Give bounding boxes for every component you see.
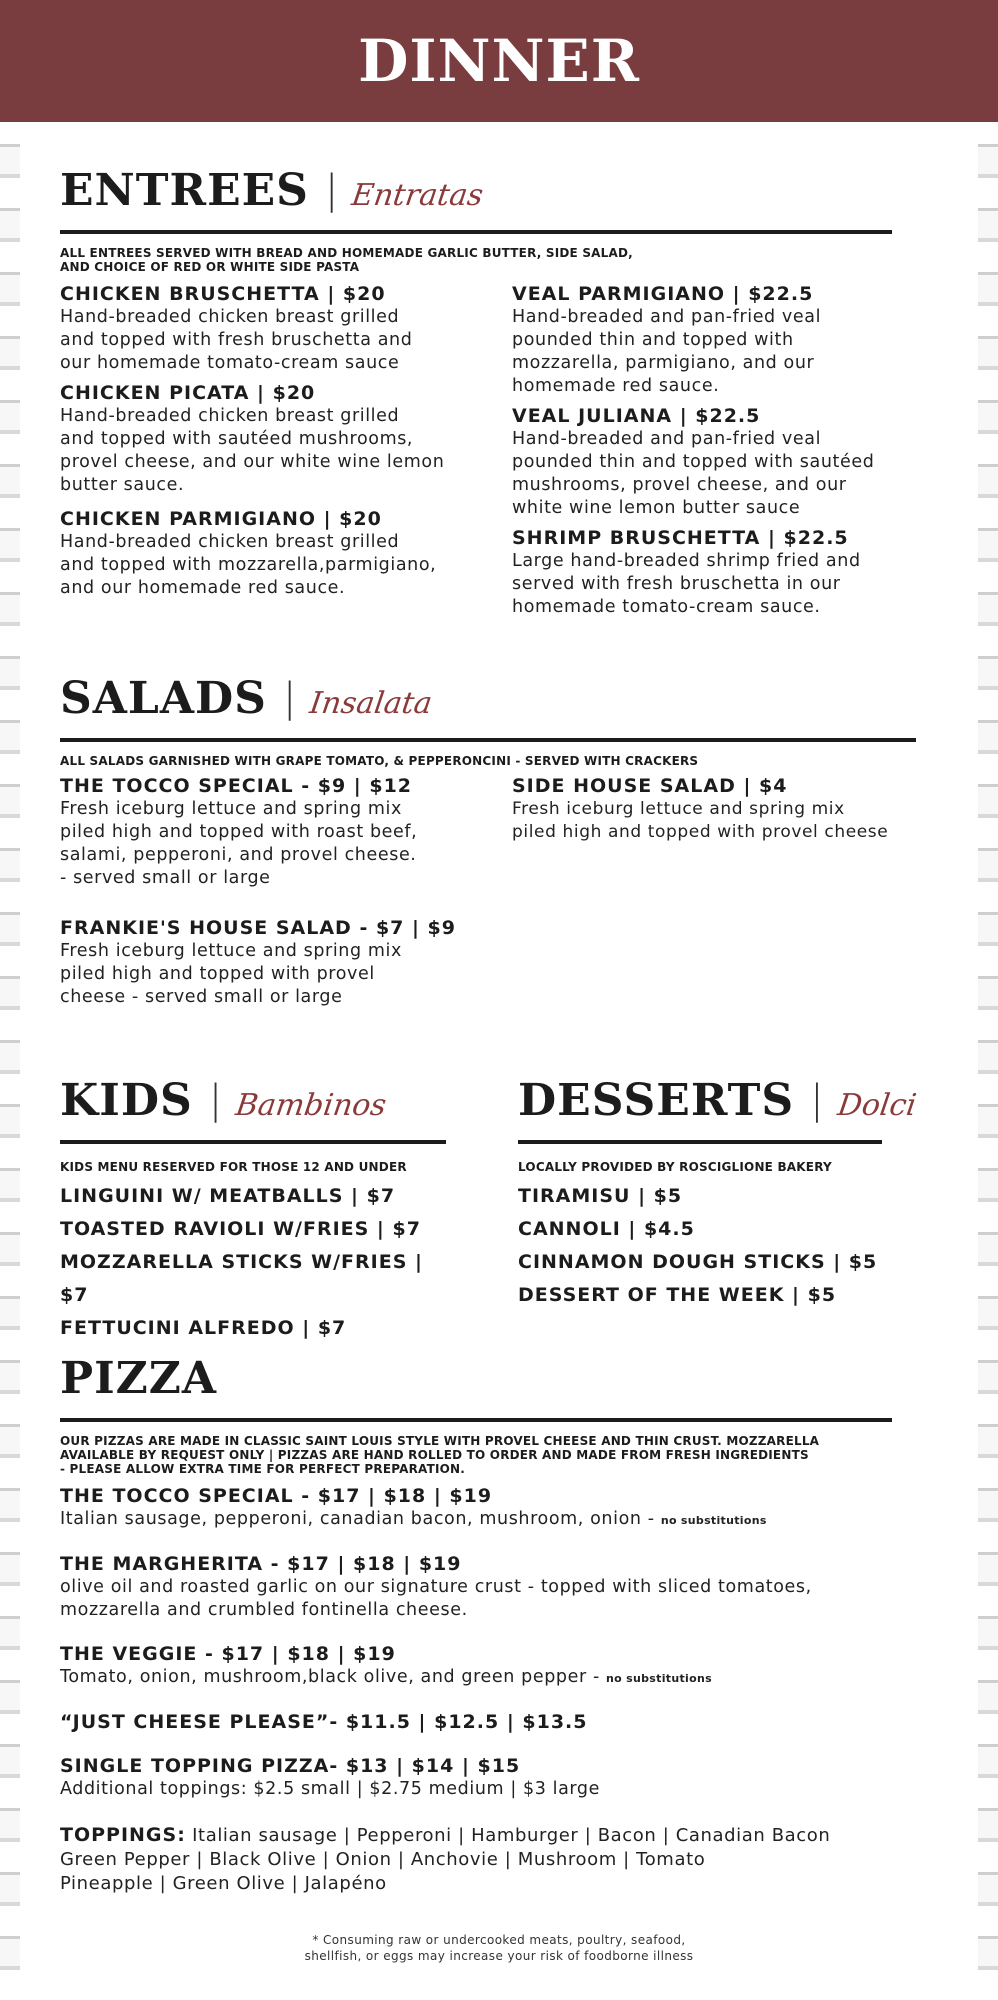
salads-heading — [60, 668, 916, 728]
no-substitutions-tag: no substitutions — [660, 1514, 767, 1527]
desc-line: Hand-breaded chicken breast grilled — [60, 532, 400, 552]
salads-rule — [60, 738, 916, 742]
toppings-line: Green Pepper | Black Olive | Onion | Anchovie | Mushroom | Tomato — [60, 1849, 706, 1870]
item-desc — [60, 531, 512, 600]
salads-note: ALL SALADS GARNISHED WITH GRAPE TOMATO, & PEPPERONCINI - SERVED WITH CRACKERS — [60, 754, 699, 768]
disclaimer-line: * Consuming raw or undercooked meats, poultry, seafood, — [312, 1933, 686, 1947]
menu-item — [60, 1484, 892, 1532]
kids-heading — [60, 1070, 446, 1130]
desserts-heading — [518, 1070, 919, 1130]
desc-line: Hand-breaded chicken breast grilled — [60, 307, 400, 327]
menu-item — [60, 774, 512, 890]
kids-title: KIDS — [60, 1074, 193, 1126]
pizza-note-line: AVAILABLE BY REQUEST ONLY | PIZZAS ARE HAND ROLLED TO ORDER AND MADE FROM FRESH INGREDIENTS — [60, 1448, 809, 1462]
desserts-title: DESSERTS — [518, 1074, 795, 1126]
menu-item — [512, 282, 912, 398]
entrees-note — [60, 246, 892, 274]
desc-line: Italian sausage, pepperoni, canadian bacon, mushroom, onion - — [60, 1509, 661, 1529]
salads-columns — [60, 768, 916, 1009]
entrees-note-line: ALL ENTREES SERVED WITH BREAD AND HOMEMADE GARLIC BUTTER, SIDE SALAD, — [60, 246, 633, 260]
item-desc — [512, 550, 912, 619]
list-item: TOASTED RAVIOLI W/FRIES | $7 — [60, 1218, 421, 1240]
menu-item — [60, 282, 512, 375]
dinner-banner — [0, 0, 998, 122]
menu-item — [60, 916, 512, 1009]
desc-line: cheese - served small or large — [60, 987, 343, 1007]
item-desc — [60, 306, 512, 375]
list-item: DESSERT OF THE WEEK | $5 — [518, 1284, 837, 1306]
no-substitutions-tag: no substitutions — [606, 1672, 712, 1685]
desserts-note: LOCALLY PROVIDED BY ROSCIGLIONE BAKERY — [518, 1160, 832, 1174]
item-desc — [512, 428, 912, 520]
toppings-list — [60, 1823, 892, 1896]
list-item: CANNOLI | $4.5 — [518, 1218, 695, 1240]
desc-line: Fresh iceburg lettuce and spring mix — [60, 941, 402, 961]
desc-line: provel cheese, and our white wine lemon — [60, 452, 445, 472]
health-disclaimer — [0, 1932, 998, 1964]
desc-line: homemade red sauce. — [512, 376, 720, 396]
menu-item — [60, 507, 512, 600]
desc-line: pounded thin and topped with — [512, 330, 794, 350]
item-name: FRANKIE'S HOUSE SALAD - $7 | $9 — [60, 917, 456, 939]
item-name: VEAL PARMIGIANO | $22.5 — [512, 283, 814, 305]
kids-rule — [60, 1140, 446, 1144]
pizza-heading — [60, 1348, 892, 1408]
item-desc — [60, 1576, 892, 1622]
desc-line: Tomato, onion, mushroom,black olive, and green pepper - — [60, 1667, 607, 1687]
desc-line: Hand-breaded chicken breast grilled — [60, 406, 400, 426]
heading-divider: | — [208, 1077, 223, 1123]
item-name: VEAL JULIANA | $22.5 — [512, 405, 761, 427]
heading-divider: | — [282, 675, 297, 721]
pizza-section — [60, 1348, 892, 1896]
desc-line: olive oil and roasted garlic on our signature crust - topped with sliced tomatoes, — [60, 1577, 812, 1597]
desc-line: Fresh iceburg lettuce and spring mix — [512, 799, 845, 819]
item-desc — [512, 306, 912, 398]
desc-line: piled high and topped with provel cheese — [512, 822, 889, 842]
entrees-note-line: AND CHOICE OF RED OR WHITE SIDE PASTA — [60, 260, 360, 274]
entrees-title: ENTREES — [60, 164, 309, 216]
menu-item — [512, 404, 912, 520]
menu-item — [60, 381, 512, 497]
salads-left-column — [60, 768, 512, 1009]
item-desc — [60, 798, 512, 890]
menu-item — [60, 1642, 892, 1690]
desserts-rule — [518, 1140, 882, 1144]
desc-line: white wine lemon butter sauce — [512, 498, 801, 518]
disclaimer-line: shellfish, or eggs may increase your risk of foodborne illness — [304, 1949, 694, 1963]
salads-section — [60, 668, 916, 1009]
desc-line: mozzarella, parmigiano, and our — [512, 353, 815, 373]
heading-divider: | — [324, 167, 339, 213]
item-name: SHRIMP BRUSCHETTA | $22.5 — [512, 527, 849, 549]
pizza-rule — [60, 1418, 892, 1422]
salads-script-title: Insalata — [307, 685, 435, 721]
menu-item — [60, 1710, 892, 1734]
desc-line: Fresh iceburg lettuce and spring mix — [60, 799, 402, 819]
item-desc — [60, 1508, 892, 1532]
item-name: CHICKEN PARMIGIANO | $20 — [60, 508, 382, 530]
list-item: TIRAMISU | $5 — [518, 1185, 683, 1207]
item-name: THE VEGGIE - $17 | $18 | $19 — [60, 1643, 396, 1665]
list-item: LINGUINI W/ MEATBALLS | $7 — [60, 1185, 396, 1207]
page-title: DINNER — [358, 27, 640, 95]
kids-note: KIDS MENU RESERVED FOR THOSE 12 AND UNDER — [60, 1160, 407, 1174]
item-desc — [512, 798, 916, 844]
item-name: “JUST CHEESE PLEASE”- $11.5 | $12.5 | $13.5 — [60, 1711, 588, 1733]
item-name: THE MARGHERITA - $17 | $18 | $19 — [60, 1553, 462, 1575]
pizza-note-line: - PLEASE ALLOW EXTRA TIME FOR PERFECT PREPARATION. — [60, 1462, 466, 1476]
menu-item — [60, 1754, 892, 1801]
toppings-line: Pineapple | Green Olive | Jalapéno — [60, 1873, 387, 1894]
desc-line: - served small or large — [60, 868, 271, 888]
item-name: THE TOCCO SPECIAL - $9 | $12 — [60, 775, 413, 797]
menu-item — [512, 774, 916, 844]
desc-line: Hand-breaded and pan-fried veal — [512, 307, 822, 327]
entrees-heading — [60, 160, 892, 220]
item-name: CHICKEN PICATA | $20 — [60, 382, 316, 404]
pizza-note-line: OUR PIZZAS ARE MADE IN CLASSIC SAINT LOUIS STYLE WITH PROVEL CHEESE AND THIN CRUST. MOZZARELLA — [60, 1434, 820, 1448]
entrees-section — [60, 160, 892, 619]
pizza-note — [60, 1434, 892, 1476]
item-name: CHICKEN BRUSCHETTA | $20 — [60, 283, 386, 305]
desserts-section — [518, 1070, 919, 1312]
entrees-script-title: Entratas — [349, 177, 486, 213]
item-name: SINGLE TOPPING PIZZA- $13 | $14 | $15 — [60, 1755, 521, 1777]
desc-line: mushrooms, provel cheese, and our — [512, 475, 847, 495]
entrees-rule — [60, 230, 892, 234]
desc-line: butter sauce. — [60, 475, 185, 495]
desc-line: and topped with sautéed mushrooms, — [60, 429, 414, 449]
desc-line: piled high and topped with provel — [60, 964, 375, 984]
list-item: CINNAMON DOUGH STICKS | $5 — [518, 1251, 878, 1273]
desc-line: and our homemade red sauce. — [60, 578, 346, 598]
desserts-script-title: Dolci — [835, 1087, 919, 1123]
desc-line: Large hand-breaded shrimp fried and — [512, 551, 861, 571]
desc-line: homemade tomato-cream sauce. — [512, 597, 821, 617]
list-item: MOZZARELLA STICKS W/FRIES | $7 — [60, 1251, 423, 1306]
desc-line: piled high and topped with roast beef, — [60, 822, 418, 842]
kids-list — [60, 1180, 446, 1345]
toppings-line: Italian sausage | Pepperoni | Hamburger | Bacon | Canadian Bacon — [185, 1825, 831, 1846]
item-desc: Additional toppings: $2.5 small | $2.75 medium | $3 large — [60, 1779, 600, 1799]
desserts-list — [518, 1180, 882, 1312]
entrees-right-column — [512, 274, 912, 619]
desc-line: served with fresh bruschetta in our — [512, 574, 841, 594]
salads-right-column — [512, 768, 916, 1009]
desc-line: pounded thin and topped with sautéed — [512, 452, 875, 472]
desc-line: our homemade tomato-cream sauce — [60, 353, 400, 373]
menu-item — [512, 526, 912, 619]
item-name: SIDE HOUSE SALAD | $4 — [512, 775, 788, 797]
entrees-left-column — [60, 274, 512, 619]
toppings-label: TOPPINGS: — [60, 1824, 186, 1846]
pizza-title: PIZZA — [60, 1352, 218, 1404]
list-item: FETTUCINI ALFREDO | $7 — [60, 1317, 347, 1339]
entrees-columns — [60, 274, 892, 619]
kids-section — [60, 1070, 446, 1345]
item-name: THE TOCCO SPECIAL - $17 | $18 | $19 — [60, 1485, 493, 1507]
desc-line: and topped with mozzarella,parmigiano, — [60, 555, 437, 575]
salads-title: SALADS — [60, 672, 267, 724]
desc-line: Hand-breaded and pan-fried veal — [512, 429, 822, 449]
desc-line: and topped with fresh bruschetta and — [60, 330, 413, 350]
item-desc — [60, 940, 512, 1009]
desc-line: mozzarella and crumbled fontinella cheese. — [60, 1600, 468, 1620]
kids-script-title: Bambinos — [233, 1087, 389, 1123]
desc-line: salami, pepperoni, and provel cheese. — [60, 845, 417, 865]
item-desc — [60, 405, 512, 497]
item-desc — [60, 1666, 892, 1690]
heading-divider: | — [810, 1077, 824, 1123]
menu-item — [60, 1552, 892, 1622]
